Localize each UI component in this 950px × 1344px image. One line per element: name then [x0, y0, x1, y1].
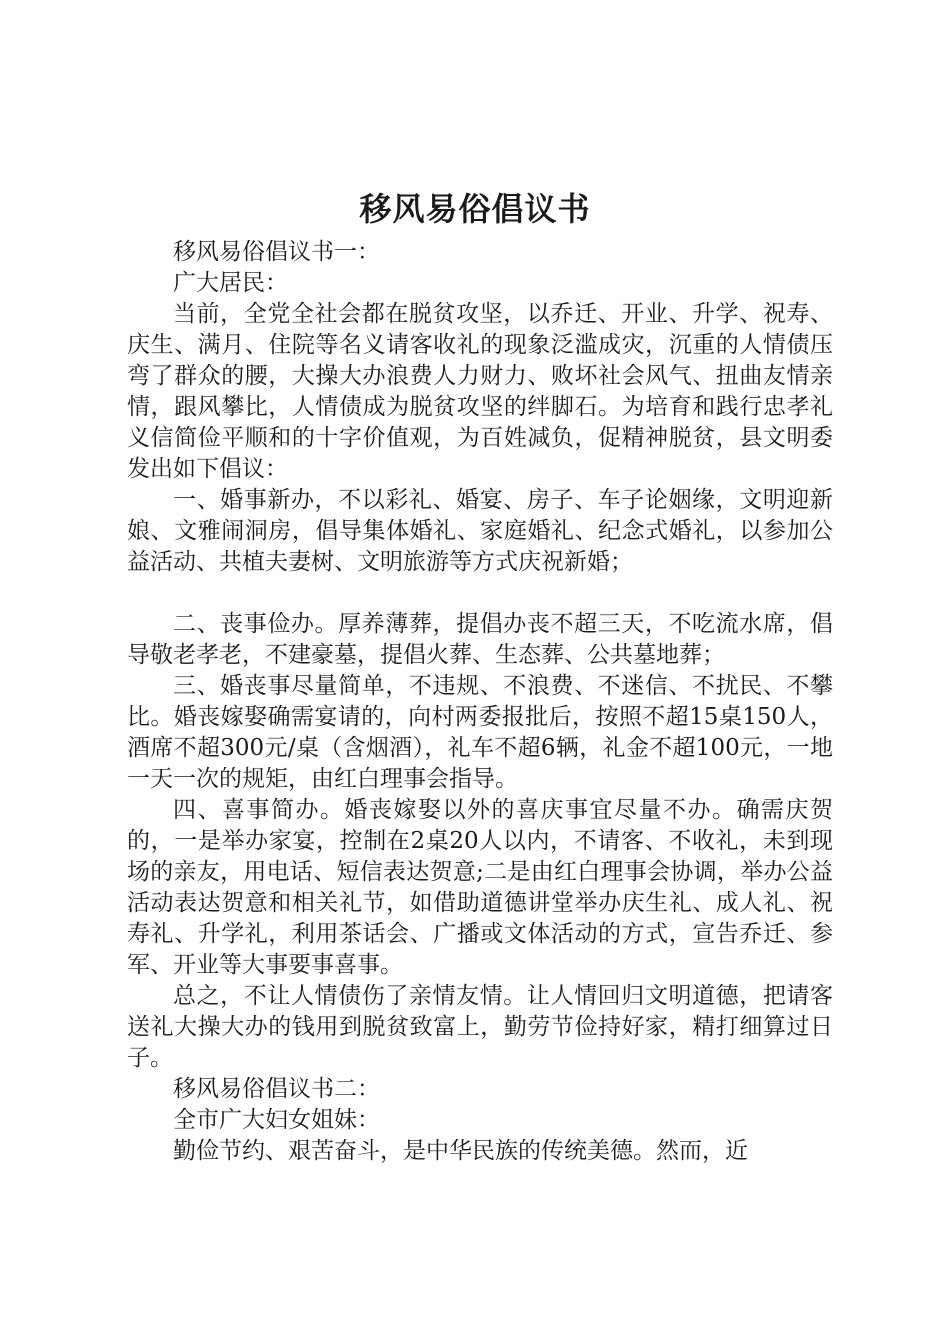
- body-paragraph: 当前，全党全社会都在脱贫攻坚，以乔迁、开业、升学、祝寿、庆生、满月、住院等名义请客收礼的现象泛滥成灾，沉重的人情债压弯了群众的腰，大操大办浪费人力财力、败坏社会风气、扭曲友情亲情，跟风攀比，人情债成为脱贫攻坚的绊脚石。为培育和践行忠孝礼义信简俭平顺和的十字价值观，为百姓减负，促精神脱贫，县文明委发出如下倡议：: [127, 301, 833, 482]
- document-body: [127, 237, 833, 1167]
- section-heading-2: 移风易俗倡议书二：: [173, 1076, 380, 1102]
- salutation-1: 广大居民：: [173, 270, 288, 296]
- body-paragraph: 二、丧事俭办。厚养薄葬，提倡办丧不超三天，不吃流水席，倡导敬老孝老，不建豪墓，提倡火葬、生态葬、公共墓地葬；: [127, 611, 833, 668]
- body-paragraph: 三、婚丧事尽量简单，不违规、不浪费、不迷信、不扰民、不攀比。婚丧嫁娶确需宴请的，向村两委报批后，按照不超15桌150人，酒席不超300元/桌（含烟酒），礼车不超6辆，礼金不超100元，一地一天一次的规矩，由红白理事会指导。: [127, 673, 833, 792]
- section-heading-1: 移风易俗倡议书一：: [173, 239, 380, 265]
- body-paragraph: 总之，不让人情债伤了亲情友情。让人情回归文明道德，把请客送礼大操大办的钱用到脱贫致富上，勤劳节俭持好家，精打细算过日子。: [127, 983, 833, 1071]
- body-paragraph: 四、喜事简办。婚丧嫁娶以外的喜庆事宜尽量不办。确需庆贺的，一是举办家宴，控制在2桌20人以内，不请客、不收礼，未到现场的亲友，用电话、短信表达贺意;二是由红白理事会协调，举办公益活动表达贺意和相关礼节，如借助道德讲堂举办庆生礼、成人礼、祝寿礼、升学礼，利用茶话会、广播或文体活动的方式，宣告乔迁、参军、开业等大事要事喜事。: [127, 797, 833, 978]
- document-title: 移风易俗倡议书: [359, 190, 591, 228]
- body-paragraph: 一、婚事新办，不以彩礼、婚宴、房子、车子论姻缘，文明迎新娘、文雅闹洞房，倡导集体婚礼、家庭婚礼、纪念式婚礼，以参加公益活动、共植夫妻树、文明旅游等方式庆祝新婚；: [127, 487, 833, 575]
- body-paragraph: 勤俭节约、艰苦奋斗，是中华民族的传统美德。然而，近: [173, 1138, 748, 1164]
- salutation-2: 全市广大妇女姐妹：: [173, 1107, 380, 1133]
